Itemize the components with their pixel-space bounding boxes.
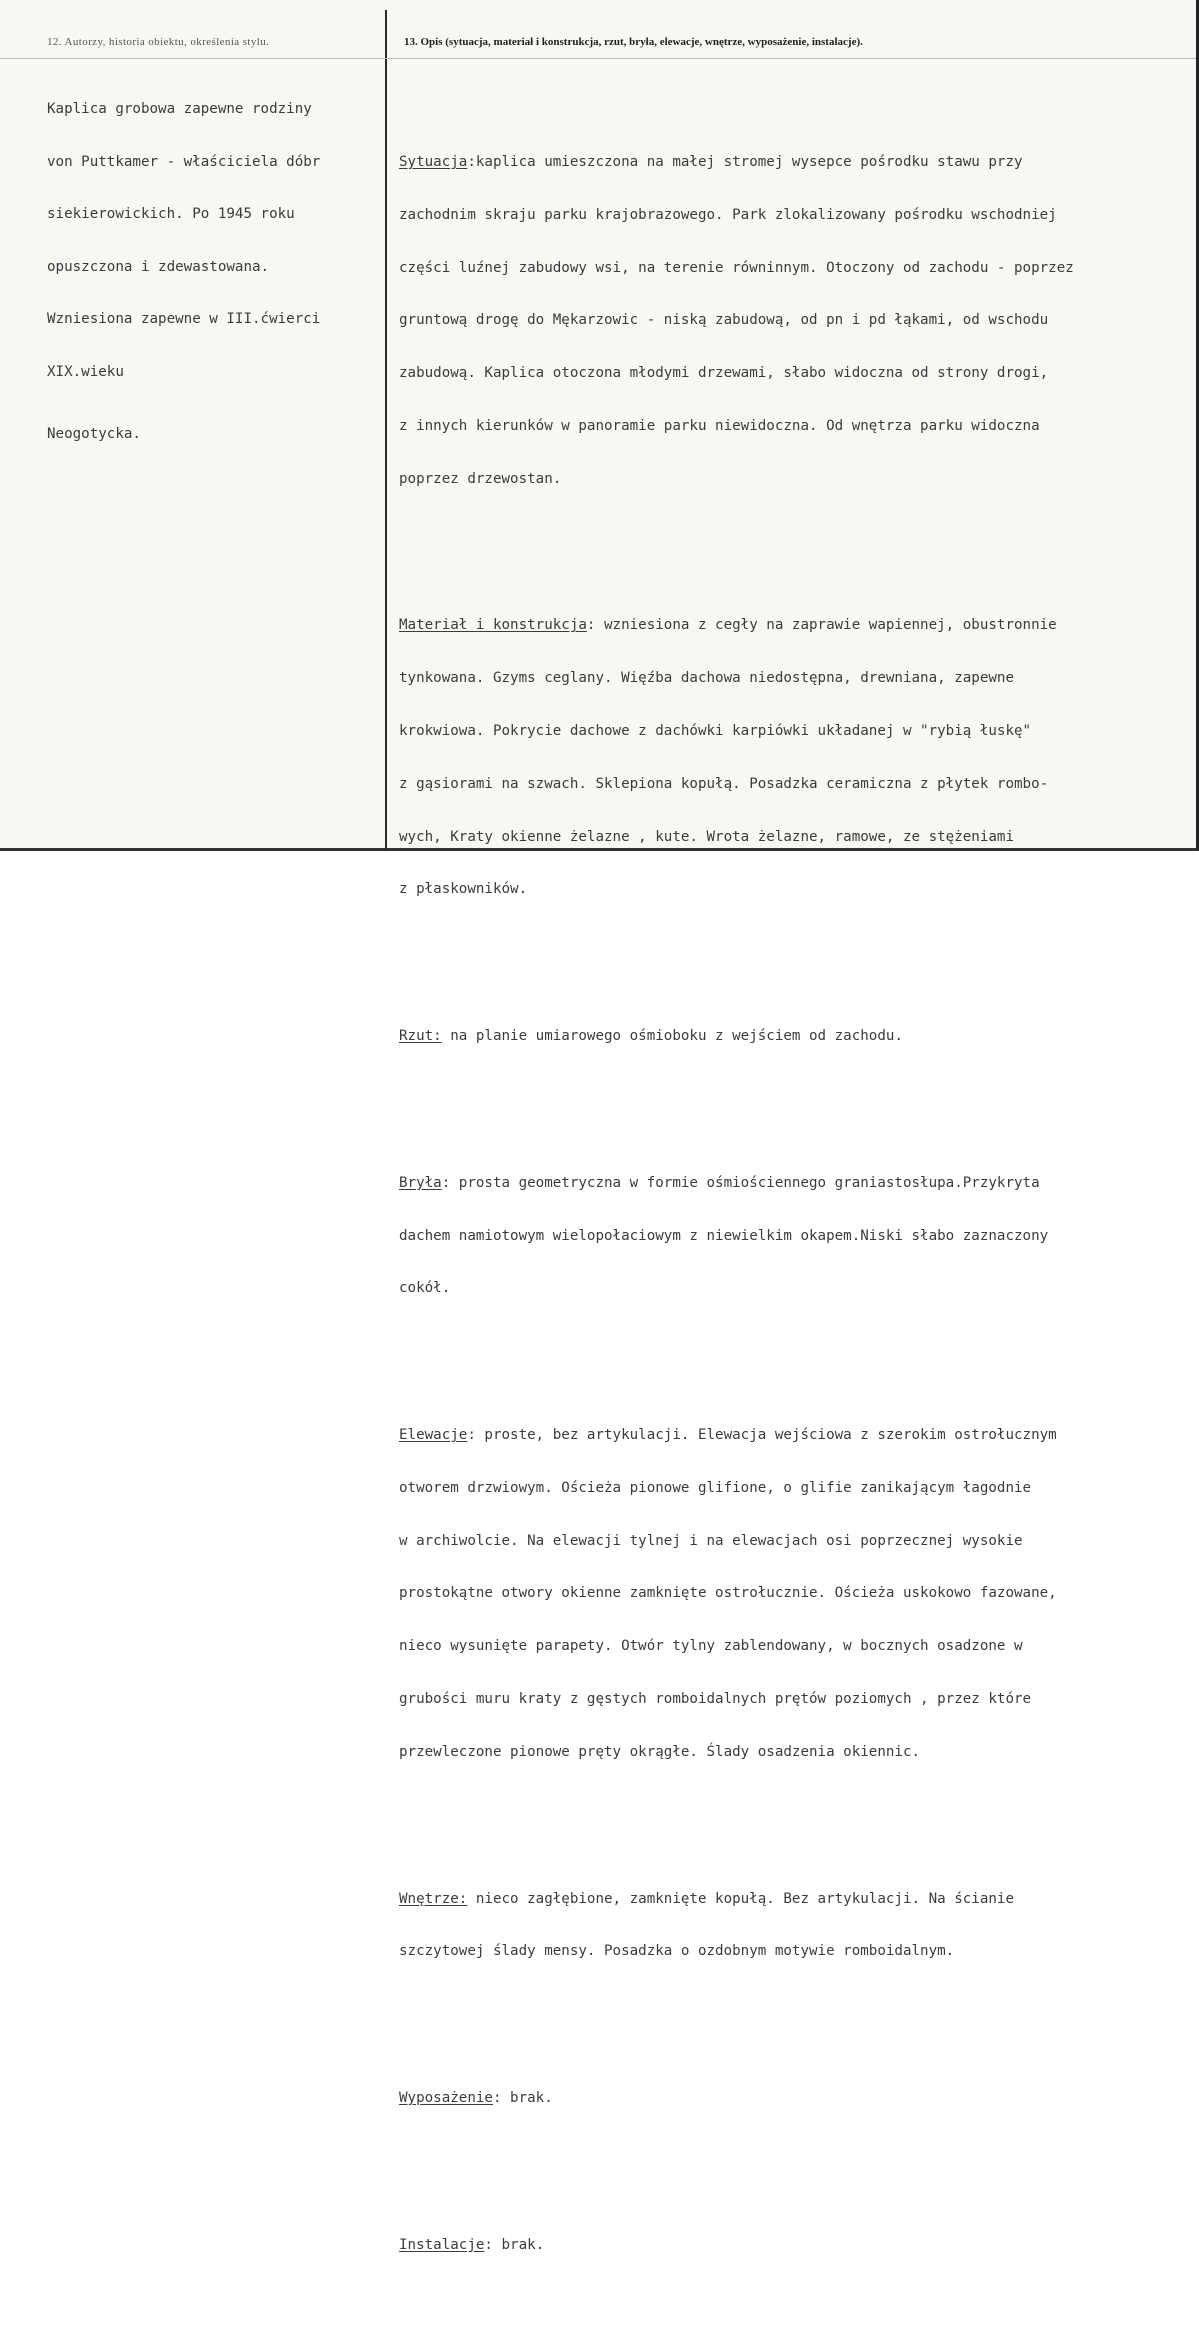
section-line: nieco wysunięte parapety. Otwór tylny zablendowany, w bocznych osadzone w: [399, 1638, 1023, 1655]
section-wyposazenie: [399, 2055, 1197, 2143]
section-line: poprzez drzewostan.: [399, 470, 562, 487]
section-label: Bryła: [399, 1174, 442, 1191]
section-sytuacja: [399, 119, 1197, 524]
section-line: zachodnim skraju parku krajobrazowego. Park zlokalizowany pośrodku wschodniej: [399, 206, 1057, 223]
history-line: siekierowickich. Po 1945 roku: [47, 206, 295, 222]
section-first-line: [399, 2090, 1197, 2108]
section-first-line: [399, 154, 1197, 172]
section-line: zabudową. Kaplica otoczona młodymi drzewami, słabo widoczna od strony drogi,: [399, 365, 1049, 382]
history-column: [47, 66, 320, 479]
section-text: : wzniesiona z cegły na zaprawie wapiennej, obustronnie: [586, 617, 1057, 634]
description-column: [399, 66, 1197, 2348]
section-line: cokół.: [399, 1280, 451, 1297]
section-rzut: [399, 993, 1197, 1081]
section-first-line: [399, 2237, 1197, 2255]
history-line: Kaplica grobowa zapewne rodziny: [47, 101, 312, 117]
header-rule: [0, 58, 1196, 59]
section-label: Wnętrze:: [399, 1890, 468, 1907]
section-line: otworem drzwiowym. Ościeża pionowe glifione, o glifie zanikającym łagodnie: [399, 1479, 1032, 1496]
history-line: opuszczona i zdewastowana.: [47, 258, 270, 275]
column-divider: [385, 10, 387, 851]
section-label: Rzut:: [399, 1028, 442, 1045]
section-line: części luźnej zabudowy wsi, na terenie równinnym. Otoczony od zachodu - poprzez: [399, 259, 1074, 276]
section-elewacje: [399, 1392, 1197, 1797]
section-first-line: [399, 1175, 1197, 1193]
section-text: na planie umiarowego ośmioboku z wejściem od zachodu.: [441, 1028, 903, 1045]
section-bryla: [399, 1140, 1197, 1334]
section-first-line: [399, 1891, 1197, 1909]
section-line: gruntową drogę do Mękarzowic - niską zabudową, od pn i pd łąkami, od wschodu: [399, 312, 1049, 329]
section-line: z gąsiorami na szwach. Sklepiona kopułą. Posadzka ceramiczna z płytek rombo-: [399, 775, 1049, 792]
section-line: grubości muru kraty z gęstych romboidalnych prętów poziomych , przez które: [399, 1691, 1032, 1708]
section-line: dachem namiotowym wielopołaciowym z niewielkim okapem.Niski słabo zaznaczony: [399, 1227, 1049, 1244]
history-line: Wzniesiona zapewne w III.ćwierci: [47, 311, 321, 327]
section-label: Instalacje: [399, 2236, 485, 2253]
history-line: von Puttkamer - właściciela dóbr: [47, 153, 321, 170]
section-instalacje: [399, 2202, 1197, 2290]
section-text: : prosta geometryczna w formie ośmiościennego graniastosłupa.Przykryta: [441, 1174, 1040, 1191]
section-material: [399, 582, 1197, 934]
section-first-line: [399, 1427, 1197, 1445]
section-label: Materiał i konstrukcja: [399, 617, 587, 634]
section-wnetrze: [399, 1855, 1197, 1996]
style-text: Neogotycka.: [47, 426, 141, 442]
section-label: Sytuacja: [399, 153, 468, 170]
section-line: w archiwolcie. Na elewacji tylnej i na elewacjach osi poprzecznej wysokie: [399, 1532, 1023, 1549]
section-first-line: [399, 617, 1197, 635]
section-line: prostokątne otwory okienne zamknięte ostrołucznie. Ościeża uskokowo fazowane,: [399, 1585, 1057, 1602]
section-label: Elewacje: [399, 1427, 468, 1444]
section-label: Wyposażenie: [399, 2090, 493, 2107]
section-line: wych, Kraty okienne żelazne , kute. Wrota żelazne, ramowe, ze stężeniami: [399, 828, 1014, 845]
history-line: XIX.wieku: [47, 363, 124, 380]
section-text: : brak.: [492, 2090, 553, 2107]
section-text: : proste, bez artykulacji. Elewacja wejściowa z szerokim ostrołucznym: [467, 1427, 1057, 1444]
section-first-line: [399, 1028, 1197, 1046]
section-line: szczytowej ślady mensy. Posadzka o ozdobnym motywie romboidalnym.: [399, 1943, 955, 1960]
left-column-header: 12. Autorzy, historia obiektu, określenia stylu.: [47, 36, 270, 48]
section-line: krokwiowa. Pokrycie dachowe z dachówki karpiówki układanej w "rybią łuskę": [399, 722, 1032, 739]
section-line: tynkowana. Gzyms ceglany. Więźba dachowa niedostępna, drewniana, zapewne: [399, 670, 1014, 687]
section-line: przewleczone pionowe pręty okrągłe. Ślady osadzenia okiennic.: [399, 1743, 921, 1760]
section-line: z innych kierunków w panoramie parku niewidoczna. Od wnętrza parku widoczna: [399, 417, 1040, 434]
section-text: nieco zagłębione, zamknięte kopułą. Bez artykulacji. Na ścianie: [467, 1890, 1015, 1907]
right-column-header: 13. Opis (sytuacja, materiał i konstrukcja, rzut, bryła, elewacje, wnętrze, wyposażenie, instalacje).: [404, 36, 863, 48]
section-text: : brak.: [484, 2236, 545, 2253]
section-line: z płaskowników.: [399, 881, 528, 898]
section-text: :kaplica umieszczona na małej stromej wysepce pośrodku stawu przy: [467, 153, 1023, 170]
